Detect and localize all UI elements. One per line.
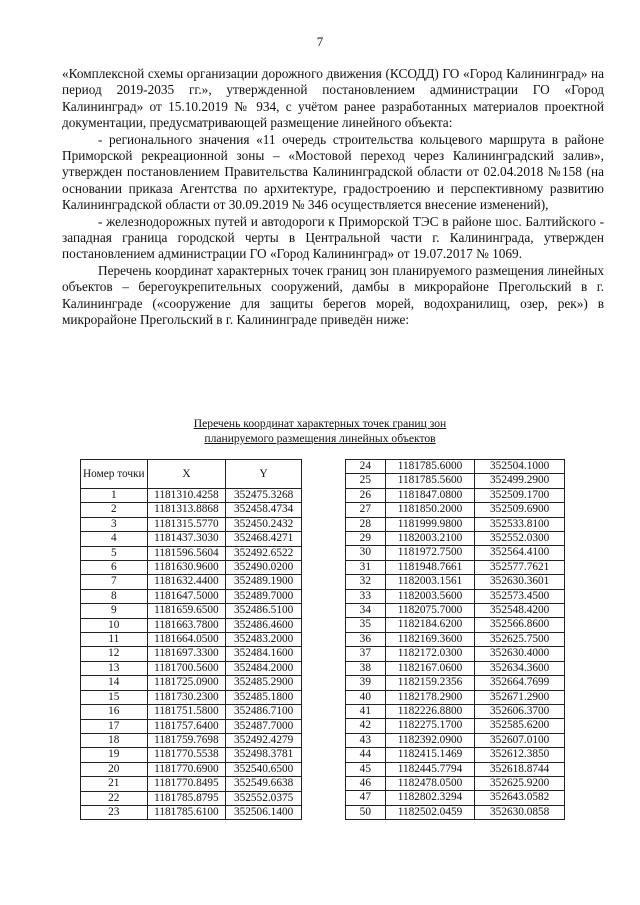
table-row: [81, 532, 302, 546]
cell-y: 352485.1800: [226, 690, 302, 704]
table-row: [81, 676, 302, 690]
cell-x: 1182392.0900: [385, 733, 475, 747]
cell-y: 352612.3850: [475, 748, 565, 762]
cell-y: 352607.0100: [475, 733, 565, 747]
cell-point-number: 32: [346, 575, 386, 589]
cell-x: 1181847.0800: [385, 488, 475, 502]
table-header-row: [81, 460, 302, 489]
cell-x: 1181596.5604: [147, 546, 226, 560]
cell-y: 352485.2900: [226, 676, 302, 690]
cell-point-number: 4: [81, 532, 148, 546]
cell-point-number: 12: [81, 647, 148, 661]
cell-x: 1181697.3300: [147, 647, 226, 661]
cell-x: 1181437.3030: [147, 532, 226, 546]
cell-y: 352625.7500: [475, 632, 565, 646]
table-caption-line-1: Перечень координат характерных точек границ зон: [193, 417, 447, 430]
cell-point-number: 45: [346, 762, 386, 776]
table-row: [346, 503, 565, 517]
cell-point-number: 14: [81, 676, 148, 690]
body-text: [62, 66, 604, 329]
cell-y: 352606.3700: [475, 704, 565, 718]
cell-x: 1181630.9600: [147, 561, 226, 575]
table-row: [346, 488, 565, 502]
cell-point-number: 50: [346, 805, 386, 819]
cell-x: 1182169.3600: [385, 632, 475, 646]
table-row: [81, 719, 302, 733]
cell-point-number: 24: [346, 460, 386, 474]
table-body-left: [81, 489, 302, 820]
table-row: [346, 460, 565, 474]
cell-x: 1182415.1469: [385, 748, 475, 762]
table-row: [81, 503, 302, 517]
cell-x: 1181757.6400: [147, 719, 226, 733]
table-row: [81, 575, 302, 589]
cell-y: 352504.1000: [475, 460, 565, 474]
cell-point-number: 37: [346, 647, 386, 661]
cell-y: 352671.2900: [475, 690, 565, 704]
table-row: [346, 776, 565, 790]
table-row: [346, 704, 565, 718]
table-row: [81, 647, 302, 661]
table-row: [346, 604, 565, 618]
cell-x: 1182502.0459: [385, 805, 475, 819]
cell-point-number: 10: [81, 618, 148, 632]
table-row: [81, 561, 302, 575]
cell-point-number: 41: [346, 704, 386, 718]
paragraph-ksodd: «Комплексной схемы организации дорожного движения (КСОДД) ГО «Город Калининград» на период 2019-2035 гг.», утвержденной постановлением администрации ГО «Город Калининград» от 15.10.2019 № 934, с учётом ранее разработанных материалов проектной документации, предусматривающей размещение линейного объекта:: [62, 66, 604, 131]
cell-point-number: 9: [81, 604, 148, 618]
table-caption: [0, 416, 640, 446]
table-row: [346, 690, 565, 704]
cell-point-number: 23: [81, 805, 148, 819]
cell-y: 352564.4100: [475, 546, 565, 560]
cell-x: 1181850.2000: [385, 503, 475, 517]
cell-x: 1182172.0300: [385, 647, 475, 661]
cell-point-number: 1: [81, 489, 148, 503]
cell-x: 1181632.4400: [147, 575, 226, 589]
cell-point-number: 3: [81, 517, 148, 531]
table-row: [81, 690, 302, 704]
cell-point-number: 38: [346, 661, 386, 675]
cell-x: 1181999.9800: [385, 517, 475, 531]
header-y: Y: [226, 460, 302, 489]
cell-y: 352468.4271: [226, 532, 302, 546]
cell-point-number: 18: [81, 733, 148, 747]
cell-point-number: 39: [346, 676, 386, 690]
cell-point-number: 20: [81, 762, 148, 776]
cell-x: 1181664.0500: [147, 633, 226, 647]
cell-x: 1182075.7000: [385, 604, 475, 618]
cell-y: 352573.4500: [475, 589, 565, 603]
cell-y: 352509.6900: [475, 503, 565, 517]
cell-y: 352498.3781: [226, 748, 302, 762]
cell-point-number: 27: [346, 503, 386, 517]
cell-x: 1181647.5000: [147, 589, 226, 603]
table-row: [346, 575, 565, 589]
cell-point-number: 29: [346, 532, 386, 546]
cell-x: 1182167.0600: [385, 661, 475, 675]
page-number: 7: [316, 34, 324, 49]
table-row: [81, 517, 302, 531]
cell-y: 352506.1400: [226, 805, 302, 819]
table-row: [81, 604, 302, 618]
cell-y: 352566.8600: [475, 618, 565, 632]
cell-y: 352549.6638: [226, 777, 302, 791]
table-row: [81, 762, 302, 776]
cell-point-number: 36: [346, 632, 386, 646]
cell-point-number: 15: [81, 690, 148, 704]
cell-y: 352450.2432: [226, 517, 302, 531]
coordinates-table-right: [345, 459, 565, 820]
cell-point-number: 11: [81, 633, 148, 647]
cell-x: 1181759.7698: [147, 733, 226, 747]
cell-y: 352643.0582: [475, 791, 565, 805]
cell-x: 1181948.7661: [385, 560, 475, 574]
cell-y: 352618.8744: [475, 762, 565, 776]
cell-y: 352484.2000: [226, 661, 302, 675]
cell-point-number: 17: [81, 719, 148, 733]
table-caption-line-2: планируемого размещения линейных объектов: [204, 432, 436, 445]
cell-x: 1181785.5600: [385, 474, 475, 488]
table-row: [81, 777, 302, 791]
paragraph-coordinates-intro: Перечень координат характерных точек границ зон планируемого размещения линейных объектов – берегоукрепительных сооружений, дамбы в микрорайоне Прегольский в г. Калининграде («сооружение для защиты берегов морей, водохранилищ, озер, рек») в микрорайоне Прегольский в г. Калининграде приведён ниже:: [62, 262, 604, 328]
cell-x: 1181751.5800: [147, 705, 226, 719]
cell-point-number: 31: [346, 560, 386, 574]
cell-y: 352489.1900: [226, 575, 302, 589]
table-body-right: [346, 460, 565, 820]
cell-y: 352540.6500: [226, 762, 302, 776]
cell-x: 1182445.7794: [385, 762, 475, 776]
cell-point-number: 35: [346, 618, 386, 632]
table-row: [81, 546, 302, 560]
table-row: [346, 762, 565, 776]
cell-x: 1181310.4258: [147, 489, 226, 503]
cell-y: 352492.6522: [226, 546, 302, 560]
table-row: [346, 791, 565, 805]
cell-x: 1182003.2100: [385, 532, 475, 546]
cell-y: 352499.2900: [475, 474, 565, 488]
cell-y: 352664.7699: [475, 676, 565, 690]
cell-x: 1181770.6900: [147, 762, 226, 776]
cell-y: 352548.4200: [475, 604, 565, 618]
cell-point-number: 40: [346, 690, 386, 704]
table-row: [81, 791, 302, 805]
cell-y: 352486.4600: [226, 618, 302, 632]
cell-y: 352492.4279: [226, 733, 302, 747]
cell-y: 352630.3601: [475, 575, 565, 589]
cell-point-number: 33: [346, 589, 386, 603]
cell-point-number: 21: [81, 777, 148, 791]
cell-point-number: 2: [81, 503, 148, 517]
table-row: [346, 748, 565, 762]
cell-point-number: 28: [346, 517, 386, 531]
cell-y: 352509.1700: [475, 488, 565, 502]
cell-y: 352634.3600: [475, 661, 565, 675]
cell-x: 1181770.8495: [147, 777, 226, 791]
cell-x: 1181659.6500: [147, 604, 226, 618]
cell-point-number: 5: [81, 546, 148, 560]
cell-y: 352490.0200: [226, 561, 302, 575]
cell-point-number: 44: [346, 748, 386, 762]
paragraph-railway: - железнодорожных путей и автодороги к Приморской ТЭС в районе шос. Балтийского - западная граница городской черты в Центральной части г. Калининграда, утвержден постановлением администрации ГО «Город Калининград» от 19.07.2017 № 1069.: [62, 213, 604, 262]
cell-point-number: 30: [346, 546, 386, 560]
cell-y: 352625.9200: [475, 776, 565, 790]
table-row: [81, 748, 302, 762]
table-row: [346, 647, 565, 661]
cell-x: 1182802.3294: [385, 791, 475, 805]
cell-y: 352552.0375: [226, 791, 302, 805]
cell-x: 1182226.8800: [385, 704, 475, 718]
table-row: [81, 733, 302, 747]
cell-y: 352489.7000: [226, 589, 302, 603]
cell-x: 1181700.5600: [147, 661, 226, 675]
cell-point-number: 6: [81, 561, 148, 575]
header-x: X: [147, 460, 226, 489]
cell-x: 1182275.1700: [385, 719, 475, 733]
cell-y: 352533.8100: [475, 517, 565, 531]
cell-x: 1182184.6200: [385, 618, 475, 632]
table-row: [81, 489, 302, 503]
cell-x: 1181730.2300: [147, 690, 226, 704]
cell-point-number: 7: [81, 575, 148, 589]
table-row: [81, 589, 302, 603]
cell-x: 1181785.8795: [147, 791, 226, 805]
cell-y: 352483.2000: [226, 633, 302, 647]
table-row: [346, 661, 565, 675]
cell-y: 352585.6200: [475, 719, 565, 733]
cell-point-number: 25: [346, 474, 386, 488]
cell-point-number: 42: [346, 719, 386, 733]
table-row: [346, 589, 565, 603]
coordinates-table-left: [80, 459, 302, 820]
paragraph-regional-object: - регионального значения «11 очередь строительства кольцевого маршрута в районе Приморской рекреационной зоны – «Мостовой переход через Калининградский залив», утвержден постановлением Правительства Калининградской области от 02.04.2018 №158 (на основании приказа Агентства по архитектуре, градостроению и перспективному развитию Калининградской области от 30.09.2019 № 346 осуществляется внесение изменений),: [62, 131, 604, 213]
cell-y: 352630.0858: [475, 805, 565, 819]
table-row: [81, 661, 302, 675]
cell-point-number: 22: [81, 791, 148, 805]
cell-y: 352486.7100: [226, 705, 302, 719]
cell-point-number: 43: [346, 733, 386, 747]
cell-x: 1181313.8868: [147, 503, 226, 517]
table-row: [346, 632, 565, 646]
cell-point-number: 26: [346, 488, 386, 502]
cell-point-number: 13: [81, 661, 148, 675]
table-row: [346, 546, 565, 560]
table-row: [346, 532, 565, 546]
cell-point-number: 16: [81, 705, 148, 719]
cell-y: 352552.0300: [475, 532, 565, 546]
cell-y: 352630.4000: [475, 647, 565, 661]
cell-x: 1181770.5538: [147, 748, 226, 762]
table-row: [346, 805, 565, 819]
cell-point-number: 46: [346, 776, 386, 790]
table-row: [81, 705, 302, 719]
cell-y: 352487.7000: [226, 719, 302, 733]
cell-y: 352475.3268: [226, 489, 302, 503]
table-row: [346, 560, 565, 574]
cell-x: 1181785.6100: [147, 805, 226, 819]
cell-y: 352484.1600: [226, 647, 302, 661]
table-row: [346, 517, 565, 531]
cell-x: 1182178.2900: [385, 690, 475, 704]
cell-x: 1182003.5600: [385, 589, 475, 603]
cell-point-number: 8: [81, 589, 148, 603]
cell-x: 1182003.1561: [385, 575, 475, 589]
cell-x: 1182159.2356: [385, 676, 475, 690]
cell-y: 352577.7621: [475, 560, 565, 574]
cell-point-number: 19: [81, 748, 148, 762]
cell-x: 1181663.7800: [147, 618, 226, 632]
cell-x: 1181725.0900: [147, 676, 226, 690]
table-row: [346, 618, 565, 632]
cell-x: 1181315.5770: [147, 517, 226, 531]
header-point-number: Номер точки: [81, 460, 148, 489]
cell-x: 1181972.7500: [385, 546, 475, 560]
table-row: [346, 676, 565, 690]
table-row: [346, 733, 565, 747]
cell-y: 352486.5100: [226, 604, 302, 618]
table-row: [81, 805, 302, 819]
cell-x: 1181785.6000: [385, 460, 475, 474]
cell-point-number: 47: [346, 791, 386, 805]
cell-y: 352458.4734: [226, 503, 302, 517]
cell-point-number: 34: [346, 604, 386, 618]
table-row: [346, 719, 565, 733]
table-row: [81, 618, 302, 632]
cell-x: 1182478.0500: [385, 776, 475, 790]
table-row: [346, 474, 565, 488]
table-row: [81, 633, 302, 647]
